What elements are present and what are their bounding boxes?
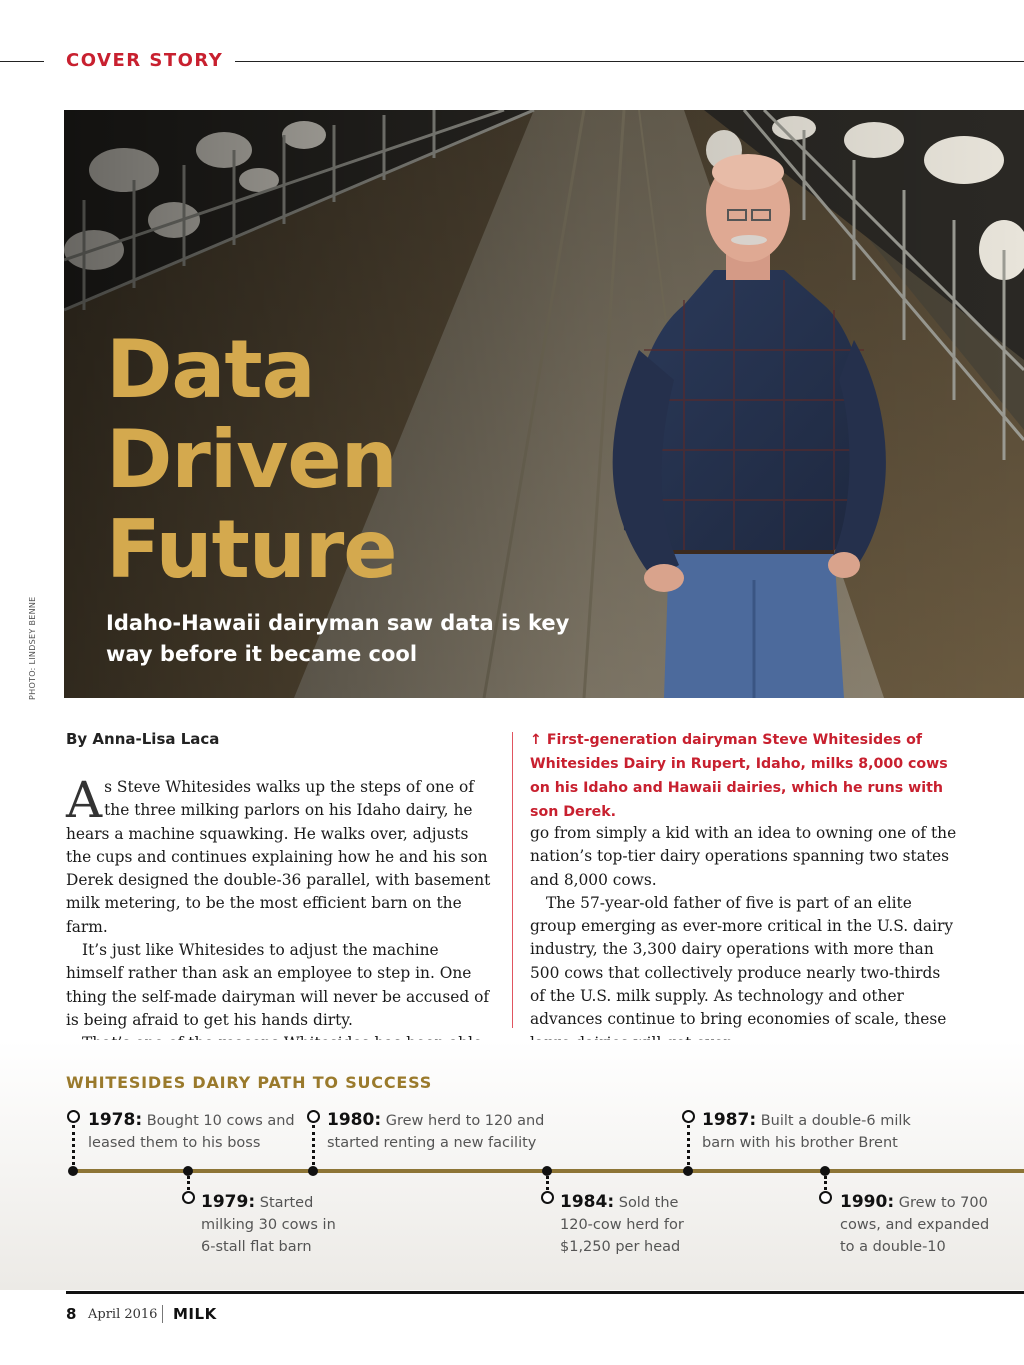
timeline-dot bbox=[308, 1166, 318, 1176]
timeline-event-1980: 1980: Grew herd to 120 and started renting a new facility bbox=[327, 1110, 545, 1151]
headline-line-3: Future bbox=[106, 503, 397, 596]
timeline-dot bbox=[542, 1166, 552, 1176]
timeline-dot bbox=[183, 1166, 193, 1176]
timeline-marker-icon bbox=[819, 1191, 832, 1204]
article-column-right bbox=[530, 822, 960, 1055]
headline-line-1: Data bbox=[106, 323, 315, 416]
timeline-event-1990: 1990: Grew to 700 cows, and expanded to a double-10 bbox=[840, 1192, 990, 1255]
article-column-left bbox=[66, 771, 496, 1079]
timeline-connector bbox=[687, 1125, 690, 1165]
deck-subtitle: Idaho-Hawaii dairyman saw data is key way before it became cool bbox=[106, 611, 570, 666]
timeline-event-1987: 1987: Built a double-6 milk barn with his brother Brent bbox=[702, 1110, 911, 1151]
paragraph: It’s just like Whitesides to adjust the machine himself rather than ask an employee to step in. One thing the self-made dairyman will never be accused of is being afraid to get his hands dirty. bbox=[66, 941, 490, 1029]
issue-date: April 2016 bbox=[88, 1307, 158, 1322]
photo-caption: ↑ First-generation dairyman Steve Whitesides of Whitesides Dairy in Rupert, Idaho, milks 8,000 cows on his Idaho and Hawaii dairies, which he runs with son Derek. bbox=[530, 732, 948, 820]
timeline-marker-icon bbox=[307, 1110, 320, 1123]
timeline-dot bbox=[68, 1166, 78, 1176]
timeline-marker-icon bbox=[182, 1191, 195, 1204]
timeline-connector bbox=[546, 1176, 549, 1190]
section-label: COVER STORY bbox=[66, 50, 224, 71]
timeline-connector bbox=[824, 1176, 827, 1190]
drop-cap: A bbox=[66, 771, 103, 829]
timeline-connector bbox=[187, 1176, 190, 1190]
timeline-connector bbox=[312, 1125, 315, 1165]
column-divider bbox=[512, 732, 513, 1028]
timeline-dot bbox=[683, 1166, 693, 1176]
timeline-event-1978: 1978: Bought 10 cows and leased them to his boss bbox=[88, 1110, 295, 1151]
byline: By Anna-Lisa Laca bbox=[66, 730, 220, 748]
paragraph: go from simply a kid with an idea to owning one of the nation’s top-tier dairy operations spanning two states and 8,000 cows. bbox=[530, 824, 957, 889]
headline-line-2: Driven bbox=[106, 413, 397, 506]
footer-rule bbox=[66, 1291, 1024, 1294]
timeline-event-1984: 1984: Sold the 120-cow herd for $1,250 per head bbox=[560, 1192, 684, 1255]
photo-credit: PHOTO: LINDSEY BENNE bbox=[28, 596, 37, 700]
timeline-title: WHITESIDES DAIRY PATH TO SUCCESS bbox=[66, 1073, 433, 1092]
header-rule-left bbox=[0, 61, 44, 62]
timeline-marker-icon bbox=[67, 1110, 80, 1123]
footer-separator bbox=[162, 1305, 163, 1323]
header-rule-right bbox=[235, 61, 1024, 62]
paragraph: The 57-year-old father of five is part of an elite group emerging as ever-more critical in the U.S. dairy industry, the 3,300 dairy operations with more than 500 cows that collectively produce nearly two-thirds of the U.S. milk supply. As technology and other advances continue to bring economies of scale, these bbox=[530, 893, 954, 1029]
magazine-logo: MILK bbox=[173, 1305, 217, 1323]
hero-photo bbox=[64, 110, 1024, 698]
headline bbox=[106, 325, 397, 595]
paragraph: As Steve Whitesides walks up the steps of one of the three milking parlors on his Idaho dairy, he hears a machine squawking. He walks over, adjusts the cups and continues explaining how he and his son Derek designed the double-36 parallel, with basement milk metering, to be the most efficient barn on the farm. bbox=[66, 771, 491, 936]
timeline-marker-icon bbox=[682, 1110, 695, 1123]
timeline-connector bbox=[72, 1125, 75, 1165]
timeline-marker-icon bbox=[541, 1191, 554, 1204]
timeline-event-1979: 1979: Started milking 30 cows in 6-stall flat barn bbox=[201, 1192, 336, 1255]
page-number: 8 bbox=[66, 1305, 77, 1323]
timeline-dot bbox=[820, 1166, 830, 1176]
